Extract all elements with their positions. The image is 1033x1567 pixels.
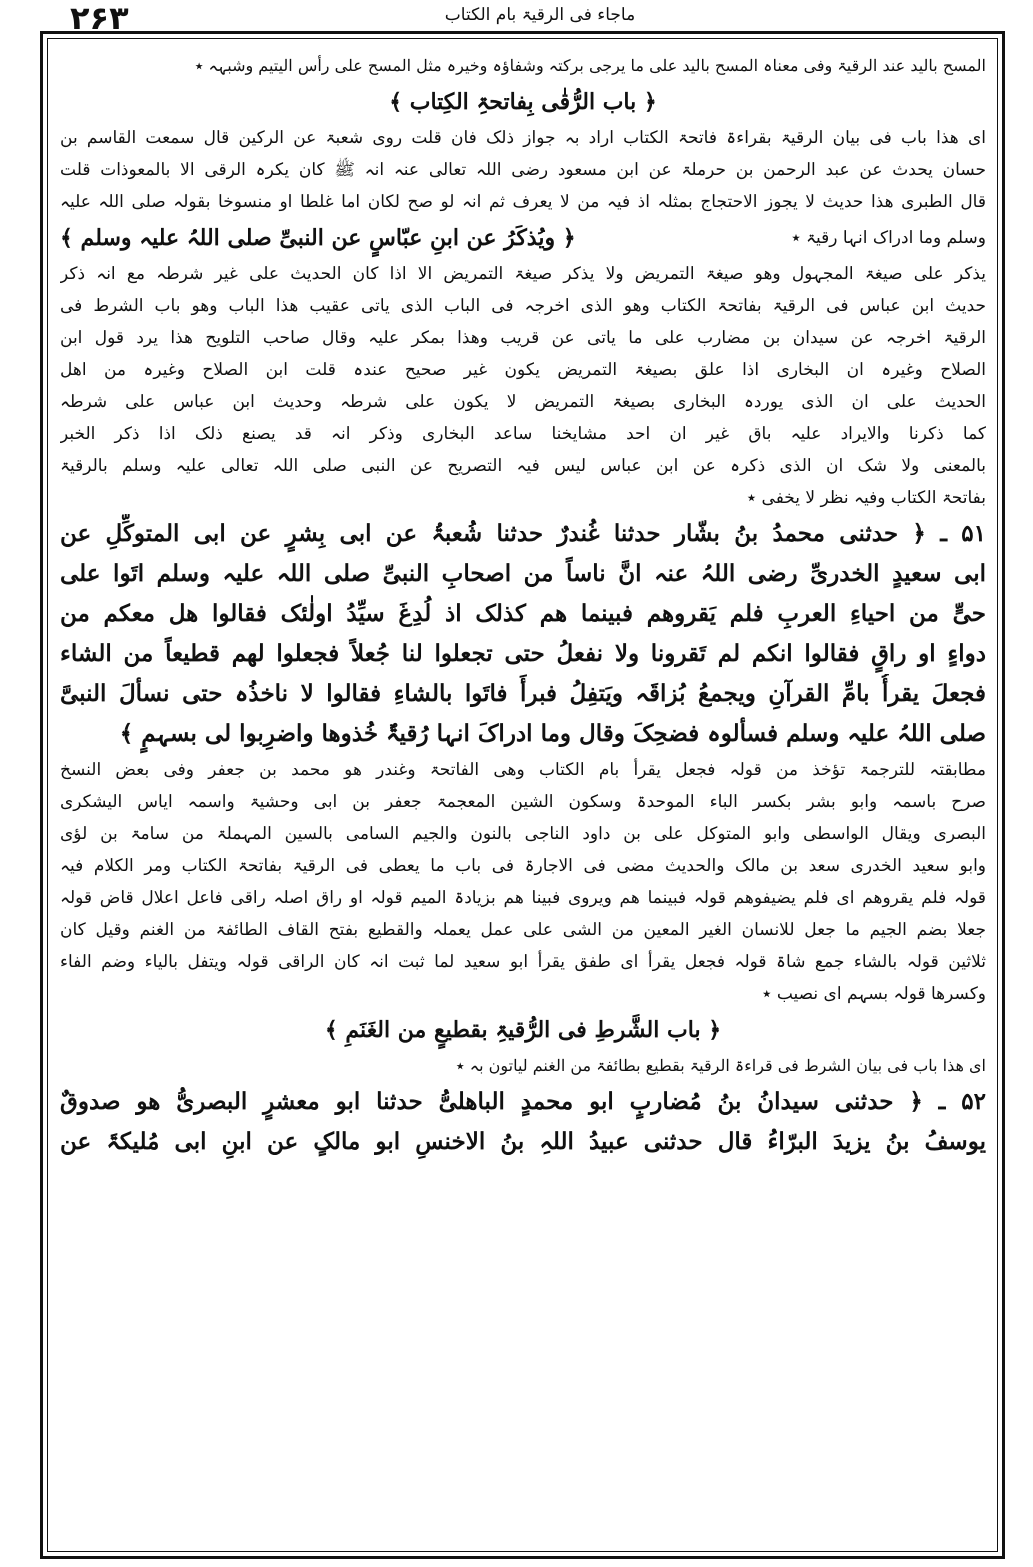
- text-line: حسان یحدث عن عبد الرحمن بن حرملۃ عن ابن مسعود رضی اللہ تعالی عنہ انہ ﷺ کان یکرہ الرقی الا بالمعوذات قلت: [60, 160, 986, 180]
- page-number: ۲۶۳: [70, 0, 129, 37]
- hadith-52-line: ۵۲ ـ ﴿ حدثنی سیدانُ بنُ مُضاربٍ ابو محمدٍ الباھلیُّ حدثنا ابو معشرٍ البصریُّ ھو صدوقٌ: [60, 1088, 986, 1115]
- hadith-51-line: فجعلَ یقرأُ بامِّ القرآنِ ویجمعُ بُزاقَہ ویَتفِلُ فبرأَ فاتَوا بالشاءِ فقالوا لا ناخذُہ حتی نسألَ النبیَّ: [60, 680, 986, 707]
- text-line: حدیث ابن عباس فی الرقیۃ بفاتحۃ الکتاب وھو الذی اخرجہ فی الباب الذی یاتی عقیب ھذا الباب وھو باب الشرط فی: [60, 296, 986, 316]
- text-line: صرح باسمہ وابو بشر بکسر الباء الموحدۃ وسکون الشین المعجمۃ جعفر بن ابی وحشیۃ واسمہ ایاس الیشکری: [60, 792, 986, 812]
- hadith-51-line: دواءٍ او راقٍ فقالوا انکم لم تَقرونا ولا نفعلُ حتی تجعلوا لنا جُعلاً فجعلوا لھم قطیعاً من الشاء: [60, 640, 986, 667]
- text-line: یذکر علی صیغۃ المجہول وھو صیغۃ التمریض ولا یذکر صیغۃ التمریض الا اذا کان الحدیث علی غیر شرطہ مع انہ ذکر: [60, 264, 986, 284]
- hadith-51-line: ۵۱ ـ ﴿ حدثنی محمدُ بنُ بشّار حدثنا غُندرٌ حدثنا شُعبۃُ عن ابی بِشرٍ عن ابی المتوکِّلِ عن: [60, 520, 986, 547]
- chapter-heading-shart: ﴿ باب الشَّرطِ فی الرُّقیۃِ بقطیعٍ من الغَنَمِ ﴾: [324, 1017, 722, 1043]
- text-line: بالمعنی ولا شک ان الذی ذکرہ عن ابن عباس لیس فیہ التصریح عن النبی صلی اللہ تعالی علیہ وسلم بالرقیۃ: [60, 456, 986, 476]
- text-line: الحدیث علی ان الذی یوردہ البخاری بصیغۃ التمریض لا یکون علی شرطہ وحدیث ابن عباس علی شرطہ: [60, 392, 986, 412]
- hadith-52-line: یوسفُ بنُ یزیدَ البرّاءُ قال حدثنی عبیدُ اللہِ بنُ الاخنسِ ابو مالکٍ عن ابنِ ابی مُلیکۃَ عن: [60, 1128, 986, 1155]
- heading-lead-text: وسلم وما ادراک انہا رقیۃ ٭: [791, 228, 986, 248]
- page-body: [60, 50, 986, 1162]
- text-line: وکسرھا قولہ بسہم ای نصیب ٭: [762, 984, 986, 1004]
- text-line: کما ذکرنا والایراد علیہ باق غیر ان احد مشایخنا ساعد البخاری وذکر انہ قد یصنع ذلک اذا ذکر الخبر: [60, 424, 986, 444]
- text-line: الرقیۃ اخرجہ عن سیدان بن مضارب علی ما یاتی عن قریب وھذا بمکر علیہ وقال صاحب التلویح ھذا یرد قول ابن: [60, 328, 986, 348]
- heading-text: ﴿ ویُذکَرُ عن ابنِ عبّاسٍ عن النبیِّ صلی اللہُ علیہ وسلم ﴾: [60, 225, 576, 251]
- text-line: ای ھذا باب فی بیان الرقیۃ بقراءۃ فاتحۃ الکتاب اراد بہ جواز ذلک فان قلت روی شعبۃ عن الرکین قال سمعت القاسم بن: [60, 128, 986, 148]
- text-line: وابو سعید الخدری سعد بن مالک والحدیث مضی فی الاجارۃ فی باب ما یعطی فی الرقیۃ بفاتحۃ الکتاب ومر الکلام فیہ: [60, 856, 986, 876]
- chapter-heading-ruqa-fatiha: ﴿ باب الرُّقٰی بِفاتحۃِ الکِتاب ﴾: [389, 89, 657, 115]
- chapter-heading-ibn-abbas: [60, 218, 986, 258]
- text-line: المسح بالید عند الرقیۃ وفی معناہ المسح بالید علی ما یرجی برکتہ وشفاؤہ وخیرہ مثل المسح علی رأس الیتیم وشبہہ ٭: [194, 56, 986, 75]
- text-line: ثلاثین قولہ بالشاء جمع شاۃ قولہ فجعل یقرأ ای طفق یقرأ ابو سعید لما ثبت انہ کان الراقی قولہ ویتفل بالیاء وضم الفاء: [60, 952, 986, 972]
- running-title: ماجاء فی الرقیۃ بام الکتاب: [444, 5, 636, 25]
- text-line: جعلا بضم الجیم ما جعل للانسان الغیر المعین من الشی علی عمل یعملہ والقطیع بفتح القاف الطائفۃ من الغنم وقیل کان: [60, 920, 986, 940]
- text-line: الصلاح وغیرہ ان البخاری اذا علق بصیغۃ التمریض یکون غیر صحیح عندہ قلت ابن الصلاح وغیرہ من اھل: [60, 360, 986, 380]
- text-line: البصری ویقال الواسطی وابو المتوکل علی بن داود الناجی بالنون والجیم السامی بالسین المہملۃ من سامۃ بن لؤی: [60, 824, 986, 844]
- text-line: بفاتحۃ الکتاب وفیہ نظر لا یخفی ٭: [746, 488, 986, 508]
- hadith-51-line: صلی اللہُ علیہ وسلم فسألوہ فضحِکَ وقال وما ادراکَ انہا رُقیۃٌ خُذوھا واضرِبوا لی بسہمٍ ﴾: [119, 720, 986, 747]
- hadith-51-line: حیٍّ من احیاءِ العربِ فلم یَقروھم فبینما ھم کذلک اذ لُدِغَ سیِّدُ اولٰئک فقالوا ھل معکم من: [60, 600, 986, 627]
- hadith-51-line: ابی سعیدٍ الخدریِّ رضی اللہُ عنہ انَّ ناساً من اصحابِ النبیِّ صلی اللہ علیہ وسلم اتَوا علی: [60, 560, 986, 587]
- text-line: مطابقتہ للترجمۃ تؤخذ من قولہ فجعل یقرأ بام الکتاب وھی الفاتحۃ وغندر ھو محمد بن جعفر وفی بعض النسخ: [60, 760, 986, 780]
- text-line: قال الطبری ھذا حدیث لا یجوز الاحتجاج بمثلہ اذ فیہ من لا یعرف ثم انہ لو صح لکان اما غلطا او منسوخا بقولہ صلی اللہ علیہ: [60, 192, 986, 212]
- text-line: ای ھذا باب فی بیان الشرط فی قراءۃ الرقیۃ بقطیع بطائفۃ من الغنم لیاتون بہ ٭: [455, 1056, 986, 1075]
- text-line: قولہ فلم یقروھم ای فلم یضیفوھم قولہ فبینما ھم ویروی فبینا ھم بزیادۃ المیم قولہ او راق اصلہ راقی فاعل اعلال قاض قولہ: [60, 888, 986, 908]
